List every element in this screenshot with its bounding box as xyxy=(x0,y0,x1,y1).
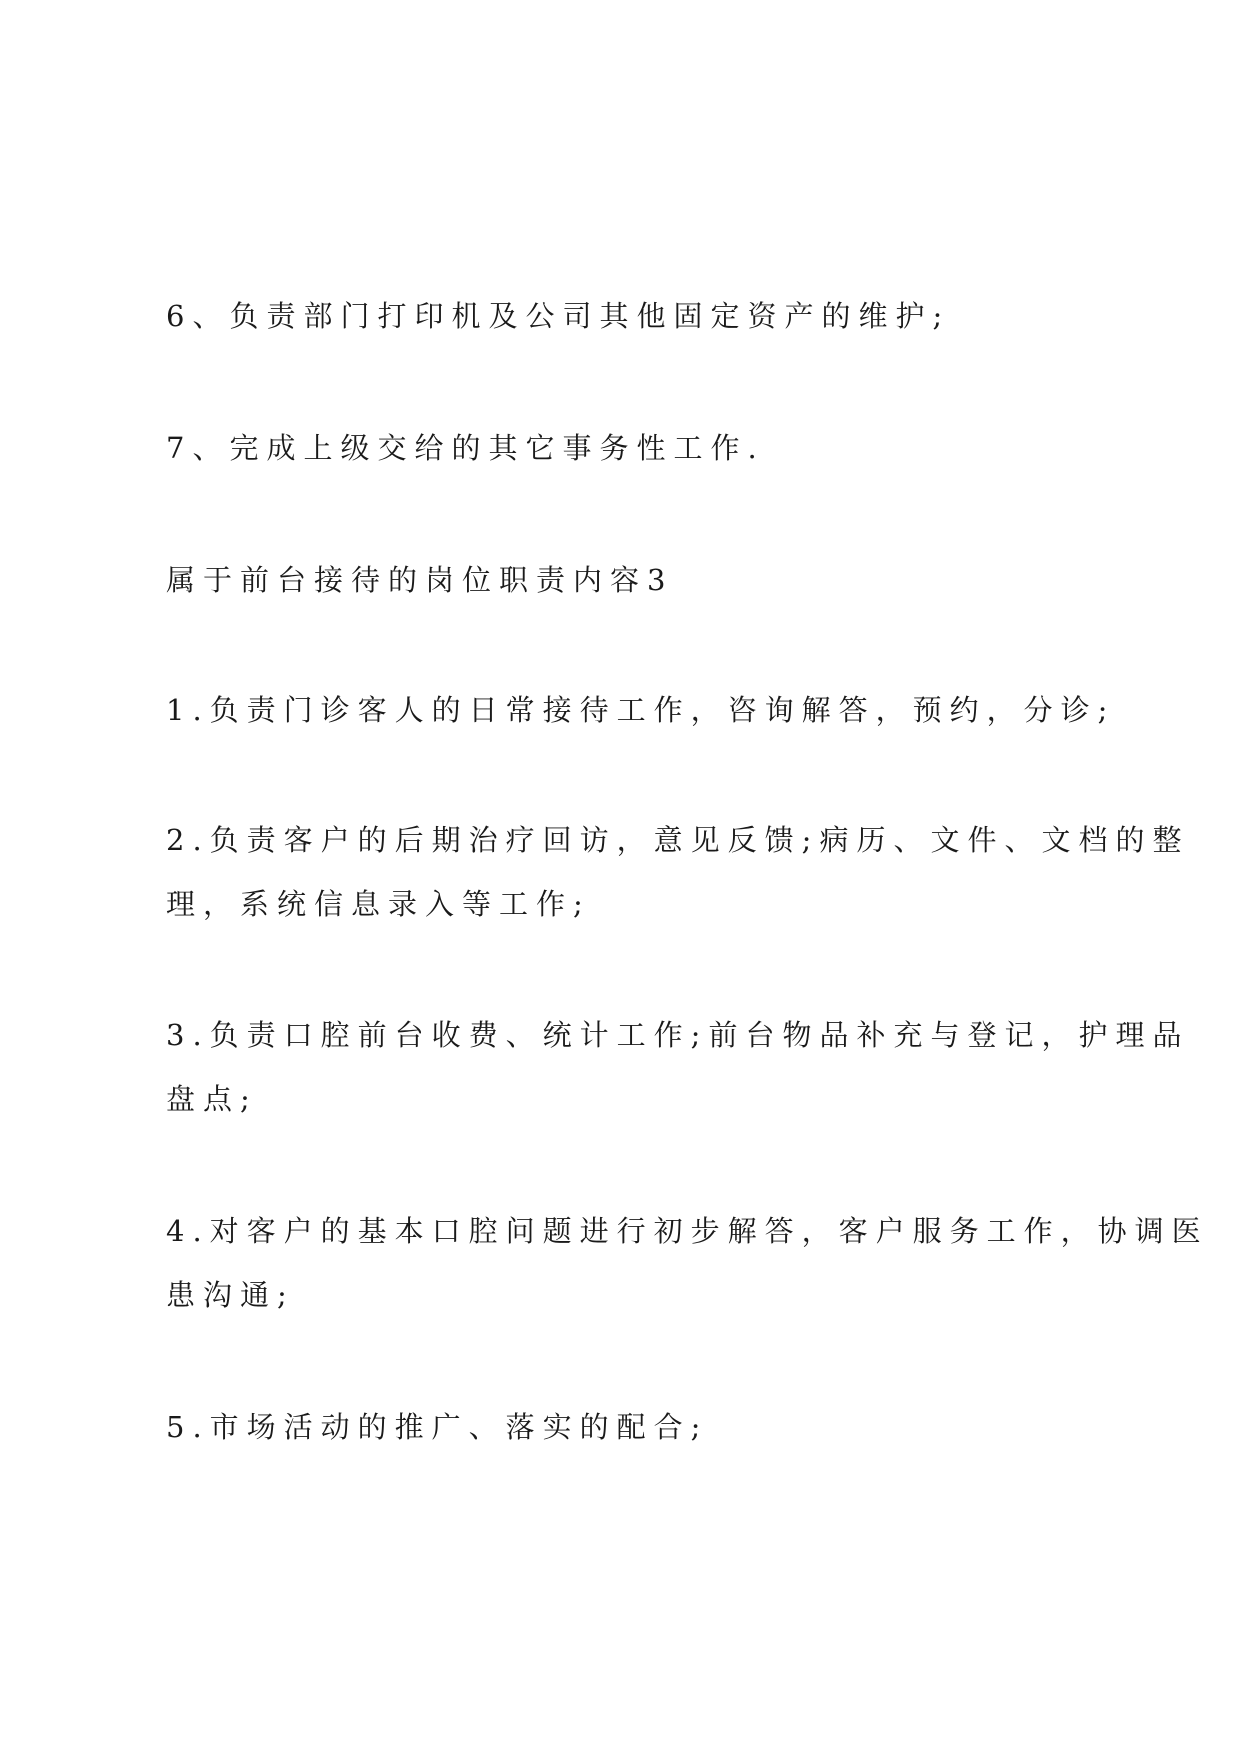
duty-2-line-2: 理，系统信息录入等工作; xyxy=(166,887,591,921)
duty-4-line-1: 4.对客户的基本口腔问题进行初步解答，客户服务工作，协调医 xyxy=(166,1214,1209,1248)
duty-2-line-1: 2.负责客户的后期治疗回访，意见反馈;病历、文件、文档的整 xyxy=(166,823,1190,857)
duty-1: 1.负责门诊客人的日常接待工作，咨询解答，预约，分诊; xyxy=(166,693,1116,727)
duty-3-line-2: 盘点; xyxy=(166,1082,258,1116)
paragraph-item-7: 7、完成上级交给的其它事务性工作. xyxy=(166,431,765,465)
duty-3-line-1: 3.负责口腔前台收费、统计工作;前台物品补充与登记，护理品 xyxy=(166,1018,1190,1052)
section-heading: 属于前台接待的岗位职责内容3 xyxy=(166,563,674,597)
duty-4-line-2: 患沟通; xyxy=(166,1278,295,1312)
duty-5: 5.市场活动的推广、落实的配合; xyxy=(166,1410,709,1444)
paragraph-item-6: 6、负责部门打印机及公司其他固定资产的维护; xyxy=(166,299,951,333)
